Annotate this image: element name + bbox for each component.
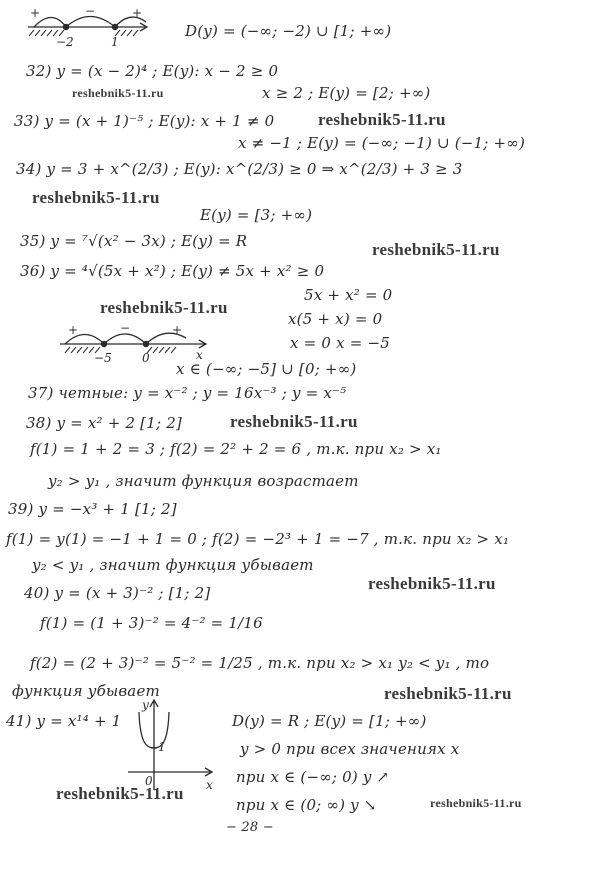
watermark: reshebnik5-11.ru (384, 684, 512, 703)
problem-33-result: x ≠ −1 ; E(y) = (−∞; −1) ∪ (−1; +∞) (238, 134, 526, 152)
problem-41-domain: D(y) = R ; E(y) = [1; +∞) (232, 712, 427, 730)
problem-32: 32) y = (x − 2)⁴ ; E(y): x − 2 ≥ 0 (26, 62, 279, 80)
watermark: reshebnik5-11.ru (72, 86, 164, 100)
problem-36-step2: x(5 + x) = 0 (288, 310, 383, 328)
point-label: 1 (111, 35, 119, 49)
problem-37: 37) четные: y = x⁻² ; y = 16x⁻³ ; y = x⁻⁵ (28, 384, 347, 402)
sign-plus: + (30, 6, 41, 20)
problem-36-step1: 5x + x² = 0 (304, 286, 393, 304)
problem-41-positive: y > 0 при всех значениях x (240, 740, 460, 758)
problem-35: 35) y = ⁷√(x² − 3x) ; E(y) = R (20, 232, 248, 250)
page-number: − 28 − (226, 820, 274, 835)
problem-38-values: f(1) = 1 + 2 = 3 ; f(2) = 2² + 2 = 6 , т.к. при x₂ > x₁ (30, 440, 442, 458)
graph-y-label: y (142, 698, 149, 712)
watermark: reshebnik5-11.ru (430, 796, 522, 810)
problem-39-conclusion: y₂ < y₁ , значит функция убывает (32, 556, 314, 574)
number-line-top (28, 17, 147, 37)
point-label: 0 (142, 351, 150, 365)
sign-minus: − (85, 4, 96, 18)
problem-34: 34) y = 3 + x^(2/3) ; E(y): x^(2/3) ≥ 0 ⇒ x^(2/3) + 3 ≥ 3 (16, 160, 463, 178)
domain-line: D(y) = (−∞; −2) ∪ [1; +∞) (185, 22, 392, 40)
watermark: reshebnik5-11.ru (372, 240, 500, 259)
sign-plus: + (132, 6, 143, 20)
watermark: reshebnik5-11.ru (32, 188, 160, 207)
problem-40: 40) y = (x + 3)⁻² ; [1; 2] (24, 584, 211, 602)
problem-41-increase: при x ∈ (−∞; 0) y ↗ (236, 768, 390, 786)
problem-40-f2: f(2) = (2 + 3)⁻² = 5⁻² = 1/25 , т.к. при x₂ > x₁ y₂ < y₁ , то (30, 654, 490, 672)
point-label: −5 (94, 351, 112, 365)
sign-plus: + (172, 323, 183, 337)
problem-39: 39) y = −x³ + 1 [1; 2] (8, 500, 177, 518)
watermark: reshebnik5-11.ru (56, 784, 184, 803)
problem-34-result: E(y) = [3; +∞) (200, 206, 313, 224)
sign-minus: − (120, 321, 131, 335)
graph-x-label: x (206, 778, 213, 792)
problem-32-result: x ≥ 2 ; E(y) = [2; +∞) (262, 84, 431, 102)
watermark: reshebnik5-11.ru (368, 574, 496, 593)
axis-label: x (196, 348, 203, 362)
watermark: reshebnik5-11.ru (318, 110, 446, 129)
watermark: reshebnik5-11.ru (230, 412, 358, 431)
problem-38-conclusion: y₂ > y₁ , значит функция возрастает (48, 472, 359, 490)
point-label: −2 (56, 35, 74, 49)
problem-40-conclusion: функция убывает (12, 682, 160, 700)
function-graph (128, 700, 212, 790)
problem-38: 38) y = x² + 2 [1; 2] (26, 414, 182, 432)
problem-36: 36) y = ⁴√(5x + x²) ; E(y) ≠ 5x + x² ≥ 0 (20, 262, 325, 280)
problem-36-result: x ∈ (−∞; −5] ∪ [0; +∞) (176, 360, 357, 378)
problem-41-decrease: при x ∈ (0; ∞) y ↘ (236, 796, 377, 814)
graph-y-tick-label: 1 (158, 740, 166, 754)
sign-plus: + (68, 323, 79, 337)
number-line-mid (60, 333, 206, 353)
problem-41: 41) y = x¹⁴ + 1 (6, 712, 122, 730)
graph-origin-label: 0 (145, 774, 153, 788)
problem-36-roots: x = 0 x = −5 (290, 334, 390, 352)
problem-39-values: f(1) = y(1) = −1 + 1 = 0 ; f(2) = −2³ + 1 = −7 , т.к. при x₂ > x₁ (6, 530, 510, 548)
problem-33: 33) y = (x + 1)⁻⁵ ; E(y): x + 1 ≠ 0 (14, 112, 275, 130)
watermark: reshebnik5-11.ru (100, 298, 228, 317)
problem-40-f1: f(1) = (1 + 3)⁻² = 4⁻² = 1/16 (40, 614, 263, 632)
